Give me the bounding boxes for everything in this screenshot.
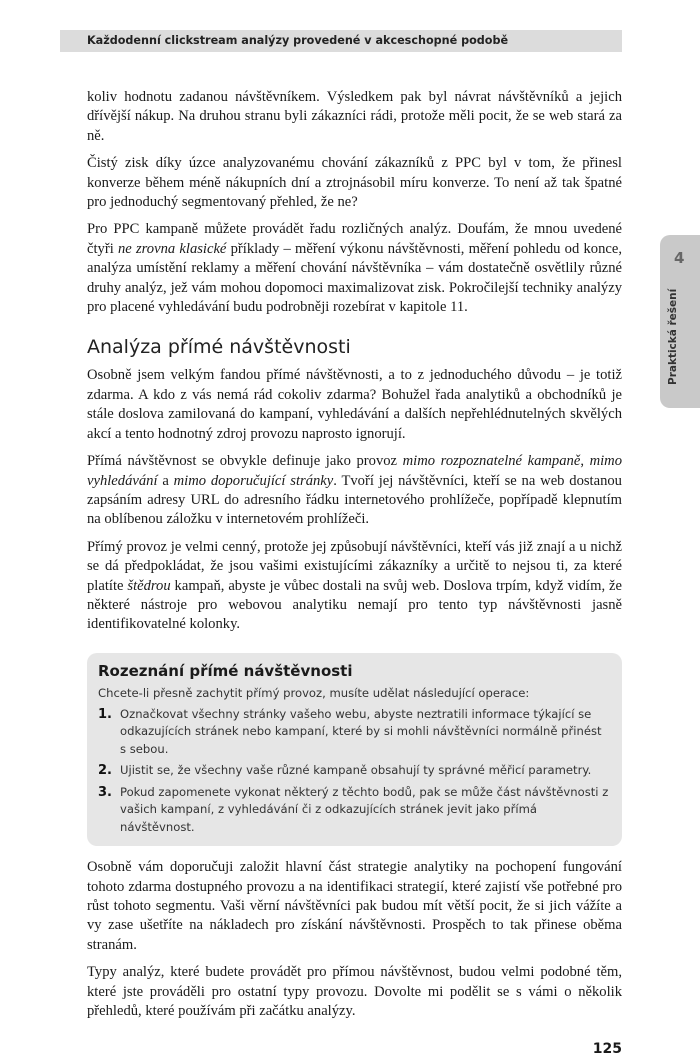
- section-intro: [87, 88, 622, 325]
- text-run: Typy analýz, které budete provádět pro přímou návštěvnost, budou velmi podobné těm, které jste prováděli pro ostatní typy provozu. Dovolte mi podělit se s vámi o několik přehledů, které používám při začátku analýzy.: [87, 964, 622, 1020]
- text-run: Přímá návštěvnost se obvykle definuje jako provoz: [87, 453, 403, 470]
- paragraph: [87, 220, 622, 317]
- text-run: Čistý zisk díky úzce analyzovanému chování zákazníků z PPC byl v tom, že přinesl konverze během méně nákupních dní a ztrojnásobil míru konverze. To není až tak špatné pro jednoduchý segmentovaný přehled, že ne?: [87, 155, 622, 211]
- paragraph: [87, 538, 622, 635]
- text-run: Pro PPC kampaně můžete provádět řadu rozličných analýz. Doufám, že mnou uvedené čtyři: [87, 221, 622, 257]
- text-run: ,: [580, 453, 590, 470]
- text-run: Osobně jsem velkým fandou přímé návštěvnosti, a to z jednoduchého důvodu – je totiž zdarma. A kdo z vás nemá rád cokoliv zdarma? Bohužel řada analytiků a obchodníků je stále doslova zamilovaná do kampaní, vyhledávání a dalších nepřehlédnutelných skvělých akcí a tento hodnotný zdroj provozu naprosto ignorují.: [87, 367, 622, 442]
- section-heading: Analýza přímé návštěvnosti: [87, 336, 351, 359]
- paragraph: [87, 452, 622, 530]
- text-run: koliv hodnotu zadanou návštěvníkem. Výsledkem pak byl návrat návštěvníků a jejich dřívější nákup. Na druhou stranu byli zákazníci rádi, protože měli pocit, že se web stará za ně.: [87, 89, 622, 144]
- paragraph: [87, 858, 622, 955]
- item-number: 3.: [98, 784, 112, 800]
- text-run: Osobně vám doporučuji založit hlavní část strategie analytiky na pochopení fungování tohoto zdarma dostupného provozu a na identifikaci strategií, které zajistí vše potřebné pro růst tohoto segmentu. Vaši věrní návštěvníci pak budou mít větší pocit, že si jich vážíte a vy zase ušetříte na nákladech pro získání návštěvnosti. Prospěch to tak přinese oběma stranám.: [87, 859, 622, 953]
- paragraph: [87, 366, 622, 444]
- item-text: Označkovat všechny stránky vašeho webu, abyste neztratili informace týkající se odkazujících stránek nebo kampaní, které by si mohli návštěvníci normálně přinést s sebou.: [120, 706, 602, 756]
- chapter-label: Praktická řešení: [667, 288, 679, 385]
- emphasis-text: mimo rozpoznatelné kampaně: [402, 453, 581, 470]
- list-item: [98, 706, 611, 759]
- emphasis-text: mimo doporučující stránky: [173, 472, 334, 489]
- text-run: . Tvoří jej návštěvníci, kteří se na web dostanou zapsáním adresy URL do adresního řádku internetového prohlížeče, popřípadě klepnutím na oblíbenou záložku v internetovém prohlížeči.: [87, 472, 622, 528]
- text-run: a: [157, 472, 174, 489]
- section-direct-traffic: [87, 325, 622, 642]
- paragraph: [87, 154, 622, 212]
- item-number: 1.: [98, 706, 112, 722]
- chapter-tab: [660, 235, 700, 408]
- list-item: [98, 784, 611, 837]
- page-body: [87, 0, 622, 1058]
- running-title: Každodenní clickstream analýzy provedené v akceschopné podobě: [87, 34, 509, 47]
- emphasis-text: ne zrovna klasické: [117, 240, 227, 257]
- text-run: kampaň, abyste je vůbec dostali na svůj web. Doslova trpím, když vidím, že některé nástroje pro webovou analytiku nemají pro tento typ návštěvnosti jasně identifikovatelné kolonky.: [87, 577, 622, 633]
- item-text: Ujistit se, že všechny vaše různé kampaně obsahují ty správné měřicí parametry.: [120, 763, 592, 778]
- box-intro: Chcete-li přesně zachytit přímý provoz, musíte udělat následující operace:: [98, 685, 530, 700]
- section-conclusion: [87, 858, 622, 1029]
- text-run: příklady – měření výkonu návštěvnosti, měření pohledu od konce, analýza umístění reklamy a měření chování návštěvníka – vám dostatečně osvětlily různé druhy analýz, jež vám mohou dopomoci maximalizovat zisk. Pokročilejší techniky analýzy pro placené vyhledávání budu podrobněji rozebírat v kapitole 11.: [87, 240, 622, 316]
- emphasis-text: mimo vyhledávání: [87, 453, 623, 489]
- text-run: Přímý provoz je velmi cenný, protože jej způsobují návštěvníci, kteří vás již znají a u nichž se dá předpokládat, že jsou vašimi existujícími zákazníky a určitě to nejsou ti, za které platíte: [87, 538, 622, 594]
- page-number: 125: [592, 1040, 622, 1057]
- sidebar-box: [87, 653, 622, 847]
- section-body: [87, 366, 622, 634]
- item-text: Pokud zapomenete vykonat některý z těchto bodů, pak se může část návštěvnosti z vašich kampaní, z vyhledávání či z odkazujících stránek jevit jako přímá návštěvnost.: [120, 784, 609, 834]
- list-item: [98, 762, 611, 780]
- emphasis-text: štědrou: [127, 577, 171, 594]
- paragraph: [87, 88, 622, 146]
- chapter-number: 4: [674, 249, 685, 267]
- paragraph: [87, 963, 622, 1021]
- item-number: 2.: [98, 763, 112, 779]
- box-title: Rozeznání přímé návštěvnosti: [98, 661, 353, 680]
- box-list: [98, 706, 611, 837]
